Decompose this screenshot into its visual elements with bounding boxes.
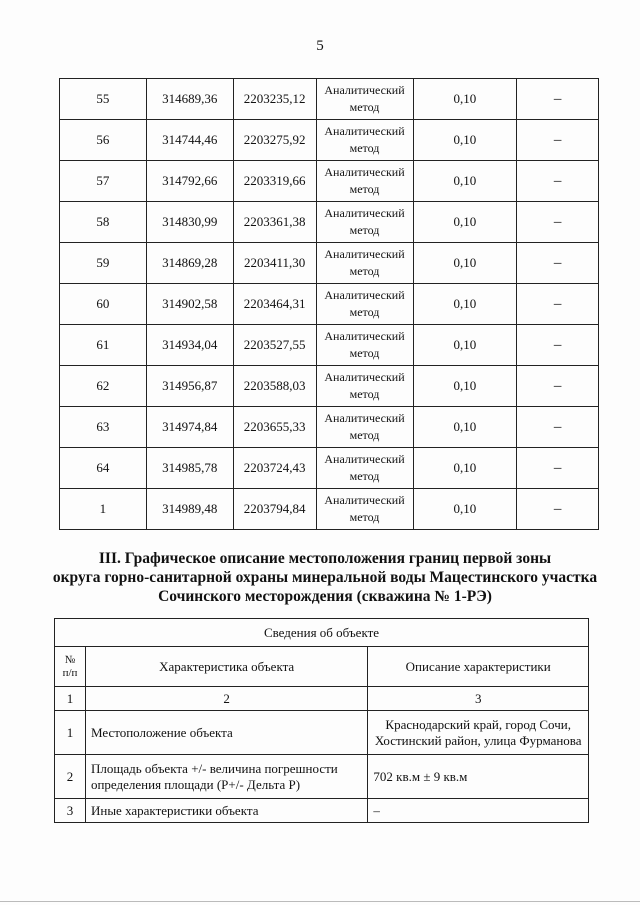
point-number-cell: 1 [60,489,147,530]
x-coordinate-cell: 314689,36 [146,79,233,120]
section-title-line: III. Графическое описание местоположения границ первой зоны [98,550,552,567]
error-cell: 0,10 [413,284,517,325]
method-cell: Аналитический метод [316,120,413,161]
header-num: № п/п [55,647,86,687]
method-cell: Аналитический метод [316,448,413,489]
x-coordinate-cell: 314989,48 [146,489,233,530]
x-coordinate-cell: 314792,66 [146,161,233,202]
section-title-line: Сочинского месторождения (скважина № 1-РЭ) [158,588,492,605]
y-coordinate-cell: 2203275,92 [233,120,316,161]
point-number-cell: 57 [60,161,147,202]
point-number-cell: 63 [60,407,147,448]
note-cell: – [517,243,599,284]
y-coordinate-cell: 2203724,43 [233,448,316,489]
coordinate-row [60,202,599,243]
method-cell: Аналитический метод [316,243,413,284]
point-number-cell: 60 [60,284,147,325]
row-num: 2 [55,755,86,799]
method-cell: Аналитический метод [316,79,413,120]
header-description: Описание характеристики [368,647,589,687]
method-cell: Аналитический метод [316,407,413,448]
object-info-table [54,618,589,823]
section-title-line: округа горно-санитарной охраны минеральной воды Мацестинского участка [52,569,598,586]
method-cell: Аналитический метод [316,161,413,202]
row-characteristic: Местоположение объекта [85,711,367,755]
index-cell: 1 [55,687,86,711]
index-cell: 2 [85,687,367,711]
row-num: 3 [55,799,86,823]
method-cell: Аналитический метод [316,284,413,325]
x-coordinate-cell: 314830,99 [146,202,233,243]
error-cell: 0,10 [413,79,517,120]
coordinate-row [60,161,599,202]
coordinate-row [60,120,599,161]
point-number-cell: 59 [60,243,147,284]
row-characteristic: Иные характеристики объекта [85,799,367,823]
x-coordinate-cell: 314934,04 [146,325,233,366]
y-coordinate-cell: 2203464,31 [233,284,316,325]
row-description: 702 кв.м ± 9 кв.м [368,755,589,799]
section-title [40,549,610,606]
coordinate-row [60,407,599,448]
y-coordinate-cell: 2203235,12 [233,79,316,120]
coordinate-row [60,325,599,366]
row-description: Краснодарский край, город Сочи, Хостинский район, улица Фурманова [368,711,589,755]
x-coordinate-cell: 314974,84 [146,407,233,448]
method-cell: Аналитический метод [316,366,413,407]
point-number-cell: 62 [60,366,147,407]
error-cell: 0,10 [413,161,517,202]
error-cell: 0,10 [413,489,517,530]
point-number-cell: 61 [60,325,147,366]
error-cell: 0,10 [413,448,517,489]
note-cell: – [517,489,599,530]
note-cell: – [517,79,599,120]
method-cell: Аналитический метод [316,202,413,243]
header-characteristic: Характеристика объекта [85,647,367,687]
x-coordinate-cell: 314744,46 [146,120,233,161]
note-cell: – [517,448,599,489]
y-coordinate-cell: 2203319,66 [233,161,316,202]
note-cell: – [517,366,599,407]
point-number-cell: 58 [60,202,147,243]
y-coordinate-cell: 2203588,03 [233,366,316,407]
y-coordinate-cell: 2203411,30 [233,243,316,284]
error-cell: 0,10 [413,407,517,448]
x-coordinate-cell: 314869,28 [146,243,233,284]
page-number: 5 [316,38,324,54]
index-cell: 3 [368,687,589,711]
error-cell: 0,10 [413,120,517,161]
note-cell: – [517,120,599,161]
method-cell: Аналитический метод [316,489,413,530]
coordinate-row [60,284,599,325]
point-number-cell: 55 [60,79,147,120]
coordinate-row [60,243,599,284]
note-cell: – [517,202,599,243]
coordinate-row [60,489,599,530]
scan-edge-line [0,901,640,902]
coordinate-row [60,79,599,120]
note-cell: – [517,284,599,325]
coordinates-table [59,78,599,530]
row-description: – [368,799,589,823]
row-characteristic: Площадь объекта +/- величина погрешности определения площади (Р+/- Дельта Р) [85,755,367,799]
error-cell: 0,10 [413,325,517,366]
coordinate-row [60,448,599,489]
note-cell: – [517,161,599,202]
error-cell: 0,10 [413,202,517,243]
y-coordinate-cell: 2203794,84 [233,489,316,530]
error-cell: 0,10 [413,243,517,284]
object-info-caption: Сведения об объекте [55,619,589,647]
error-cell: 0,10 [413,366,517,407]
y-coordinate-cell: 2203655,33 [233,407,316,448]
note-cell: – [517,407,599,448]
x-coordinate-cell: 314902,58 [146,284,233,325]
point-number-cell: 64 [60,448,147,489]
row-num: 1 [55,711,86,755]
x-coordinate-cell: 314985,78 [146,448,233,489]
coordinate-row [60,366,599,407]
point-number-cell: 56 [60,120,147,161]
x-coordinate-cell: 314956,87 [146,366,233,407]
y-coordinate-cell: 2203361,38 [233,202,316,243]
y-coordinate-cell: 2203527,55 [233,325,316,366]
note-cell: – [517,325,599,366]
method-cell: Аналитический метод [316,325,413,366]
